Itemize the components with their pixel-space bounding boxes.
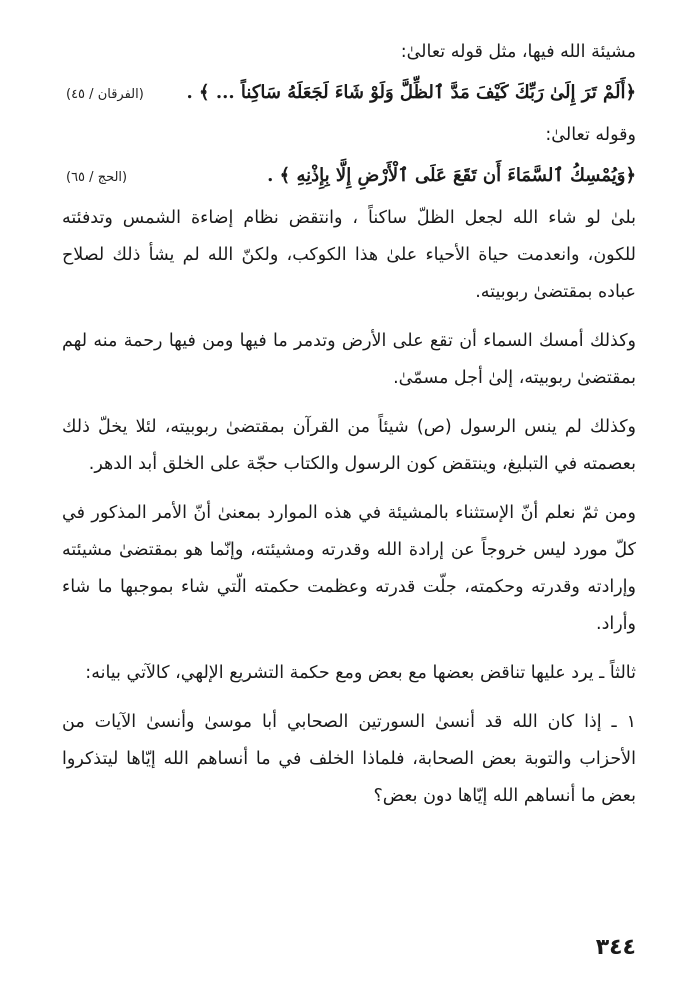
paragraph-point-one: ١ ـ إذا كان الله قد أنسىٰ السورتين الصحابي أبا موسىٰ وأنسىٰ الآيات من الأحزاب والتوبة بعض الصحابة، فلماذا الخلف في ما أنساهم الله إيّاها ليتذكروا بعض ما أنساهم الله إيّاها دون بعض؟ [62,712,636,806]
verse-reference: (الفرقان / ٤٥) [66,87,144,102]
verse-text: ﴿وَيُمْسِكُ ٱلسَّمَاءَ أَن تَقَعَ عَلَى ٱلْأَرْضِ إِلَّا بِإِذْنِهِ ﴾ . [267,165,636,186]
paragraph-exception: ومن ثمّ نعلم أنّ الإستثناء بالمشيئة في هذه الموارد بمعنىٰ أنّ الأمر المذكور في كلّ مورد ليس خروجاً عن إرادة الله وقدرته ومشيئته، وإنّما هو بمقتضىٰ مشيئته وإرادته وقدرته وحكمته، جلّت قدرته وعظمت حكمته الّتي شاء بموجبها ما شاء وأراد. [62,503,636,634]
intro-line: مشيئة الله فيها، مثل قوله تعالىٰ: [400,42,636,62]
verse-text: ﴿أَلَمْ تَرَ إِلَىٰ رَبِّكَ كَيْفَ مَدَّ ٱلظِّلَّ وَلَوْ شَاءَ لَجَعَلَهُ سَاكِناً ... ﴾ . [186,82,636,103]
page-body [62,34,636,956]
paragraph-thirdly: ثالثاً ـ يرد عليها تناقض بعضها مع بعض ومع حكمة التشريع الإلهي، كالآتي بيانه: [85,663,636,683]
verse-reference: (الحج / ٦٥) [66,170,128,185]
and-his-saying-line: وقوله تعالىٰ: [545,125,636,145]
quran-verse-furqan [62,71,636,117]
page-number: ٣٤٤ [595,935,636,960]
paragraph-sky: وكذلك أمسك السماء أن تقع على الأرض وتدمر ما فيها ومن فيها رحمة منه لهم بمقتضىٰ ربوبيته، إلىٰ أجل مسمّىٰ. [62,331,636,388]
paragraph-shadow: بلىٰ لو شاء الله لجعل الظلّ ساكناً ، وانتقض نظام إضاءة الشمس وتدفئته للكون، وانعدمت حياة الأحياء علىٰ هذا الكوكب، ولكنّ الله لم يشأ ذلك لصلاح عباده بمقتضىٰ ربوبيته. [62,208,636,302]
quran-verse-hajj [62,154,636,200]
paragraph-prophet: وكذلك لم ينس الرسول (ص) شيئاً من القرآن بمقتضىٰ ربوبيته، لئلا يخلّ ذلك بعصمته في التبليغ، وينتقض كون الرسول والكتاب حجّة على الخلق أبد الدهر. [62,417,636,474]
